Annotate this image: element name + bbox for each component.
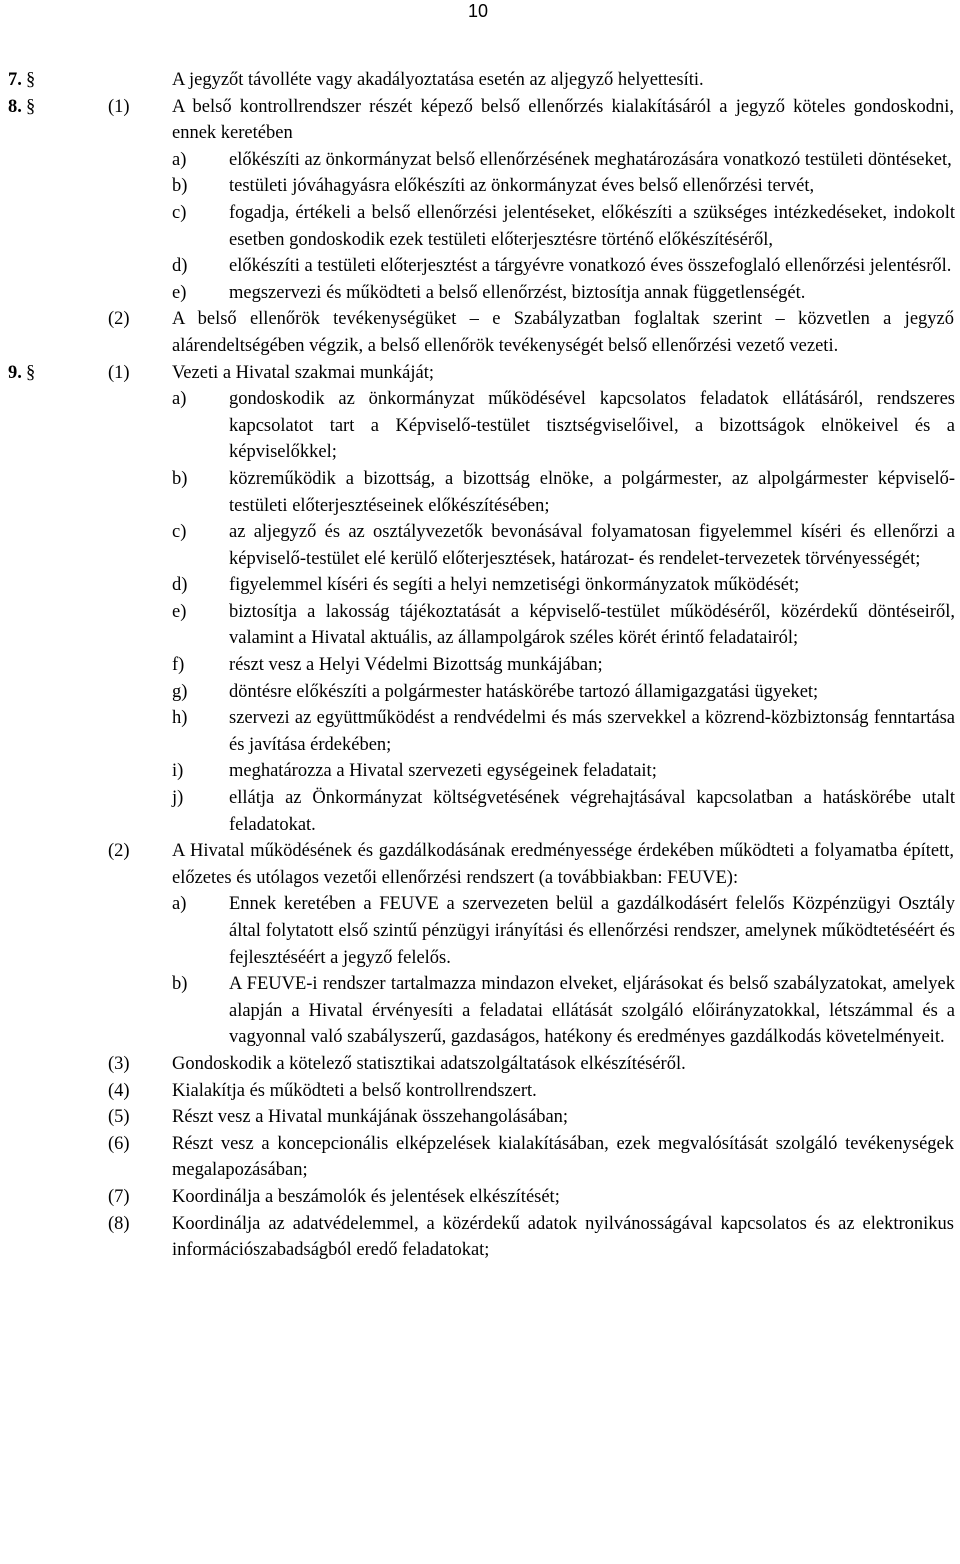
- paragraph-label: (1): [108, 96, 130, 117]
- list-item-text: A FEUVE-i rendszer tartalmazza mindazon elveket, eljárásokat és belső szabályzatokat, amelyek alapján a Hivatal érvényesíti a feladatai ellátását szolgáló előirányzatokkal, létszámmal és a vagyonnal való szabályszerű, gazdaságos, hatékony és eredményes gazdálkodás követelményeit.: [229, 974, 955, 1048]
- list-item: [172, 200, 955, 253]
- paragraph: [108, 838, 954, 891]
- list-item-text: biztosítja a lakosság tájékoztatását a képviselő-testület működéséről, közérdekű döntéseiről, valamint a Hivatal aktuális, az állampolgárok széles körét érintő feladatairól;: [229, 601, 955, 649]
- list-item-label: i): [172, 761, 184, 782]
- list-item-label: b): [172, 176, 188, 197]
- list-item-text: meghatározza a Hivatal szervezeti egységeinek feladatait;: [229, 761, 657, 782]
- list-item: [172, 173, 955, 200]
- list-item: [172, 280, 955, 307]
- paragraph: [8, 94, 954, 147]
- list-item-label: c): [172, 202, 187, 223]
- list-item-text: részt vesz a Helyi Védelmi Bizottság munkájában;: [229, 655, 603, 676]
- list-item: [172, 705, 955, 758]
- paragraph: [108, 1184, 954, 1211]
- list-item: [172, 758, 955, 785]
- paragraph-label: (3): [108, 1053, 130, 1074]
- paragraph-text: A Hivatal működésének és gazdálkodásának eredményessége érdekében működteti a folyamatba épített, előzetes és utólagos vezetői ellenőrzési rendszert (a továbbiakban: FEUVE):: [172, 841, 954, 888]
- section-symbol: §: [26, 362, 36, 383]
- paragraph: [108, 1051, 954, 1078]
- paragraph-text: Vezeti a Hivatal szakmai munkáját;: [172, 362, 434, 383]
- paragraph-text: Gondoskodik a kötelező statisztikai adatszolgáltatások elkészítéséről.: [172, 1053, 686, 1074]
- list-item-label: e): [172, 601, 187, 622]
- paragraph-text: A belső kontrollrendszer részét képező belső ellenőrzés kialakításáról a jegyző köteles gondoskodni, ennek keretében: [172, 96, 954, 144]
- list-item: [172, 652, 955, 679]
- section-number: 8.: [8, 96, 22, 117]
- list-item-text: Ennek keretében a FEUVE a szervezeten belül a gazdálkodásért felelős Közpénzügyi Osztály által folytatott első szintű pénzügyi irányítási és ellenőrzési rendszer, amelynek működtetéséért és fejlesztéséért a jegyző felelős.: [229, 894, 955, 968]
- list-item: [172, 599, 955, 652]
- paragraph-text: Koordinálja a beszámolók és jelentések elkészítését;: [172, 1186, 560, 1207]
- list-item-label: j): [172, 788, 184, 809]
- list-item-label: b): [172, 468, 188, 489]
- paragraph-text: Koordinálja az adatvédelemmel, a közérdekű adatok nyilvánosságával kapcsolatos és az elektronikus információszabadságból eredő feladatokat;: [172, 1213, 954, 1261]
- list-item-label: a): [172, 894, 187, 915]
- list-item: [172, 466, 955, 519]
- section-number: 7.: [8, 70, 22, 90]
- paragraph-label: (6): [108, 1133, 130, 1154]
- paragraph: [108, 1131, 954, 1184]
- paragraph: [108, 1078, 954, 1105]
- list-item-text: figyelemmel kíséri és segíti a helyi nemzetiségi önkormányzatok működését;: [229, 575, 800, 596]
- list-item-text: előkészíti az önkormányzat belső ellenőrzésének meghatározására vonatkozó testületi döntéseket,: [229, 149, 952, 170]
- paragraph: [108, 1211, 954, 1264]
- list-item-text: közreműködik a bizottság, a bizottság elnöke, a polgármester, az alpolgármester képviselő-testületi előterjesztéseinek előkészítésében;: [229, 468, 955, 516]
- paragraph: [108, 306, 954, 359]
- paragraph-label: (5): [108, 1107, 130, 1128]
- list-item-text: megszervezi és működteti a belső ellenőrzést, biztosítja annak függetlenségét.: [229, 282, 806, 303]
- paragraph-label: (7): [108, 1186, 130, 1207]
- section-symbol: §: [26, 96, 36, 117]
- list-item: [172, 253, 955, 280]
- list-item-label: f): [172, 655, 185, 676]
- paragraph-text: A belső ellenőrök tevékenységüket – e Szabályzatban foglaltak szerint – közvetlen a jegyző alárendeltségében végzik, a belső ellenőrök tevékenységét belső ellenőrzési vezető vezeti.: [172, 309, 954, 356]
- document-body: [0, 67, 960, 1264]
- list-item-label: a): [172, 389, 187, 410]
- paragraph-label: (4): [108, 1080, 130, 1101]
- paragraph-label: (2): [108, 841, 130, 862]
- paragraph-label: (1): [108, 362, 130, 383]
- list-item-text: ellátja az Önkormányzat költségvetésének végrehajtásával kapcsolatban a hatáskörébe utalt feladatokat.: [229, 788, 955, 835]
- paragraph: [8, 67, 954, 94]
- paragraph-text: Részt vesz a Hivatal munkájának összehangolásában;: [172, 1107, 569, 1128]
- list-item: [172, 572, 955, 599]
- list-item-label: b): [172, 974, 188, 995]
- list-item: [172, 147, 955, 174]
- list-item: [172, 679, 955, 706]
- list-item: [172, 891, 955, 971]
- list-item-text: szervezi az együttműködést a rendvédelmi és más szervekkel a közrend-közbiztonság fenntartása és javítása érdekében;: [229, 708, 955, 755]
- list-item: [172, 519, 955, 572]
- list-item-text: az aljegyző és az osztályvezetők bevonásával folyamatosan figyelemmel kíséri és ellenőrzi a képviselő-testület elé kerülő előterjesztések, határozat- és rendelet-tervezetek törvényességét;: [229, 522, 955, 569]
- list-item: [172, 971, 955, 1051]
- list-item-label: d): [172, 575, 188, 596]
- list-item-text: gondoskodik az önkormányzat működésével kapcsolatos feladatok ellátásáról, rendszeres kapcsolatot tart a Képviselő-testület tisztségviselőivel, a bizottságok elnökeivel és a képviselőkkel;: [229, 389, 955, 463]
- paragraph-label: (8): [108, 1213, 130, 1234]
- list-item-text: fogadja, értékeli a belső ellenőrzési jelentéseket, előkészíti a szükséges intézkedéseket, indokolt esetben gondoskodik ezek testületi előterjesztésre történő előkészítéséről,: [229, 202, 955, 250]
- list-item-label: g): [172, 681, 188, 702]
- paragraph: [8, 360, 954, 387]
- list-item-label: e): [172, 282, 187, 303]
- list-item-label: c): [172, 522, 187, 543]
- list-item: [172, 785, 955, 838]
- list-item-text: testületi jóváhagyásra előkészíti az önkormányzat éves belső ellenőrzési tervét,: [229, 176, 815, 197]
- section-symbol: §: [26, 70, 36, 90]
- list-item-text: előkészíti a testületi előterjesztést a tárgyévre vonatkozó éves összefoglaló ellenőrzési jelentésről.: [229, 256, 952, 277]
- list-item-text: döntésre előkészíti a polgármester hatáskörébe tartozó államigazgatási ügyeket;: [229, 681, 819, 702]
- paragraph: [108, 1104, 954, 1131]
- page-number: 10: [468, 1, 489, 21]
- list-item: [172, 386, 955, 466]
- list-item-label: a): [172, 149, 187, 170]
- list-item-label: d): [172, 256, 188, 277]
- paragraph-text: Részt vesz a koncepcionális elképzelések kialakításában, ezek megvalósítását szolgáló tevékenységek megalapozásában;: [172, 1133, 954, 1181]
- section-number: 9.: [8, 362, 22, 383]
- paragraph-text: Kialakítja és működteti a belső kontrollrendszert.: [172, 1080, 537, 1101]
- list-item-label: h): [172, 708, 188, 729]
- paragraph-label: (2): [108, 309, 130, 330]
- paragraph-text: A jegyzőt távolléte vagy akadályoztatása esetén az aljegyző helyettesíti.: [172, 70, 704, 90]
